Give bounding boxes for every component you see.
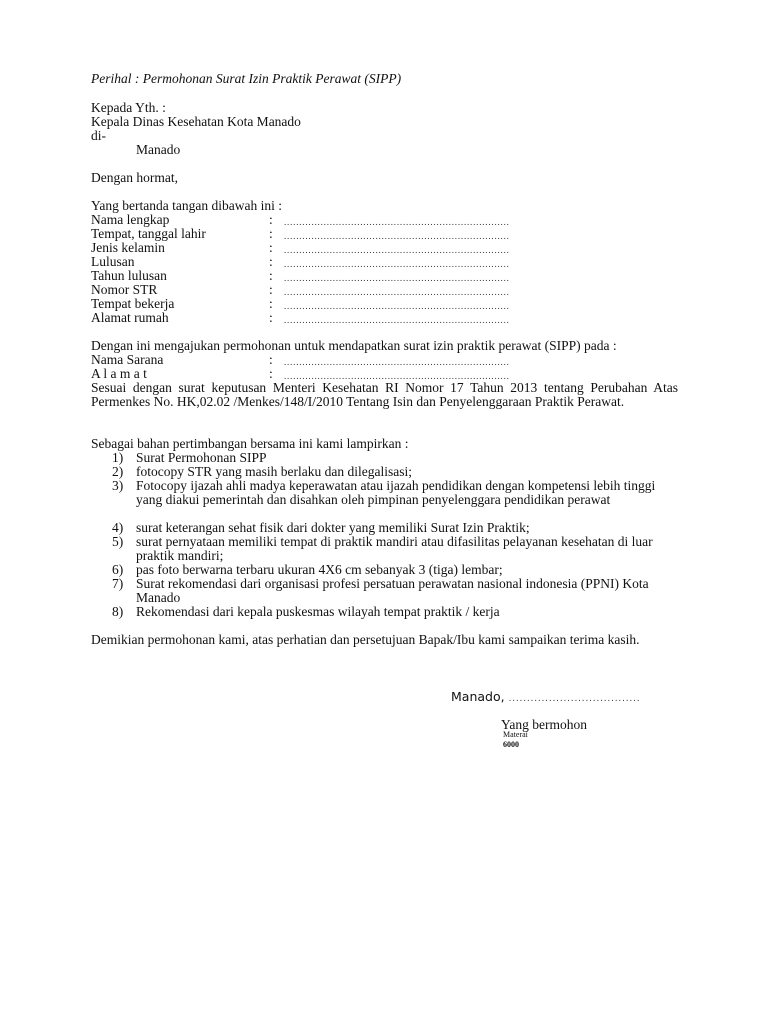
signature-date-blank: .................................... bbox=[508, 694, 641, 704]
field-blank: .......................................................................... bbox=[284, 315, 510, 325]
field-colon: : bbox=[269, 254, 273, 269]
field-blank: .......................................................................... bbox=[284, 273, 510, 283]
greeting: Dengan hormat, bbox=[91, 170, 178, 185]
field-colon: : bbox=[269, 240, 273, 255]
list-text: Surat rekomendasi dari organisasi profesi persatuan perawatan nasional indonesia (PPNI) Kota Manado bbox=[136, 576, 649, 605]
list-text: Rekomendasi dari kepala puskesmas wilayah tempat praktik / kerja bbox=[136, 604, 500, 619]
field-label: Jenis kelamin bbox=[91, 240, 165, 255]
intro-text: Yang bertanda tangan dibawah ini : bbox=[91, 198, 282, 213]
list-number: 5) bbox=[112, 534, 124, 549]
list-number: 6) bbox=[112, 562, 124, 577]
recipient-line-3: di- bbox=[91, 128, 106, 143]
field-label: Alamat rumah bbox=[91, 310, 169, 325]
field-blank: .......................................................................... bbox=[284, 287, 510, 297]
field-blank: .......................................................................... bbox=[284, 245, 510, 255]
field-blank: .......................................................................... bbox=[284, 357, 510, 367]
field-blank: .......................................................................... bbox=[284, 301, 510, 311]
list-number: 4) bbox=[112, 520, 124, 535]
field-blank: .......................................................................... bbox=[284, 217, 510, 227]
regulation-paragraph: Sesuai dengan surat keputusan Menteri Kesehatan RI Nomor 17 Tahun 2013 tentang Perubahan Atas Permenkes No. HK,02.02 /Menkes/148/I/2010 Tentang Isin dan Penyelenggaraan Praktik Perawat. bbox=[91, 380, 678, 409]
list-text: surat keterangan sehat fisik dari dokter yang memiliki Surat Izin Praktik; bbox=[136, 520, 530, 535]
signature-place: Manado, bbox=[451, 689, 505, 704]
list-number: 2) bbox=[112, 464, 124, 479]
field-label: Tempat, tanggal lahir bbox=[91, 226, 206, 241]
field-label: Nama Sarana bbox=[91, 352, 164, 367]
field-label: Tempat bekerja bbox=[91, 296, 175, 311]
field-blank: .......................................................................... bbox=[284, 259, 510, 269]
application-text: Dengan ini mengajukan permohonan untuk mendapatkan surat izin praktik perawat (SIPP) pada : bbox=[91, 338, 617, 353]
field-blank: .......................................................................... bbox=[284, 231, 510, 241]
field-colon: : bbox=[269, 226, 273, 241]
recipient-line-2: Kepala Dinas Kesehatan Kota Manado bbox=[91, 114, 301, 129]
attachments-intro: Sebagai bahan pertimbangan bersama ini kami lampirkan : bbox=[91, 436, 409, 451]
recipient-line-1: Kepada Yth. : bbox=[91, 100, 166, 115]
field-colon: : bbox=[269, 212, 273, 227]
list-number: 3) bbox=[112, 478, 124, 493]
list-text: pas foto berwarna terbaru ukuran 4X6 cm sebanyak 3 (tiga) lembar; bbox=[136, 562, 503, 577]
field-label: A l a m a t bbox=[91, 366, 147, 381]
field-colon: : bbox=[269, 310, 273, 325]
stamp-label: Materai bbox=[503, 730, 528, 739]
list-text: Surat Permohonan SIPP bbox=[136, 450, 267, 465]
stamp-value: 6000 bbox=[503, 740, 519, 749]
list-number: 1) bbox=[112, 450, 124, 465]
field-colon: : bbox=[269, 366, 273, 381]
signature-place-date bbox=[451, 690, 640, 706]
field-colon: : bbox=[269, 282, 273, 297]
list-text: Fotocopy ijazah ahli madya keperawatan atau ijazah pendidikan dengan kompetensi lebih tinggi yang diakui pemerintah dan disahkan oleh pimpinan penyelenggara pendidikan perawat bbox=[136, 478, 656, 507]
closing-paragraph: Demikian permohonan kami, atas perhatian dan persetujuan Bapak/Ibu kami sampaikan terima kasih. bbox=[91, 632, 640, 647]
subject-line: Perihal : Permohonan Surat Izin Praktik Perawat (SIPP) bbox=[91, 71, 402, 86]
field-blank: .......................................................................... bbox=[284, 371, 510, 381]
signer-label: Yang bermohon bbox=[501, 717, 588, 732]
recipient-line-4: Manado bbox=[136, 142, 181, 157]
field-colon: : bbox=[269, 352, 273, 367]
field-colon: : bbox=[269, 268, 273, 283]
field-label: Tahun lulusan bbox=[91, 268, 167, 283]
field-label: Lulusan bbox=[91, 254, 135, 269]
field-label: Nama lengkap bbox=[91, 212, 170, 227]
list-text: surat pernyataan memiliki tempat di praktik mandiri atau difasilitas pelayanan kesehatan di luar praktik mandiri; bbox=[136, 534, 653, 563]
field-label: Nomor STR bbox=[91, 282, 158, 297]
list-number: 7) bbox=[112, 576, 124, 591]
list-text: fotocopy STR yang masih berlaku dan dilegalisasi; bbox=[136, 464, 412, 479]
list-number: 8) bbox=[112, 604, 124, 619]
field-colon: : bbox=[269, 296, 273, 311]
